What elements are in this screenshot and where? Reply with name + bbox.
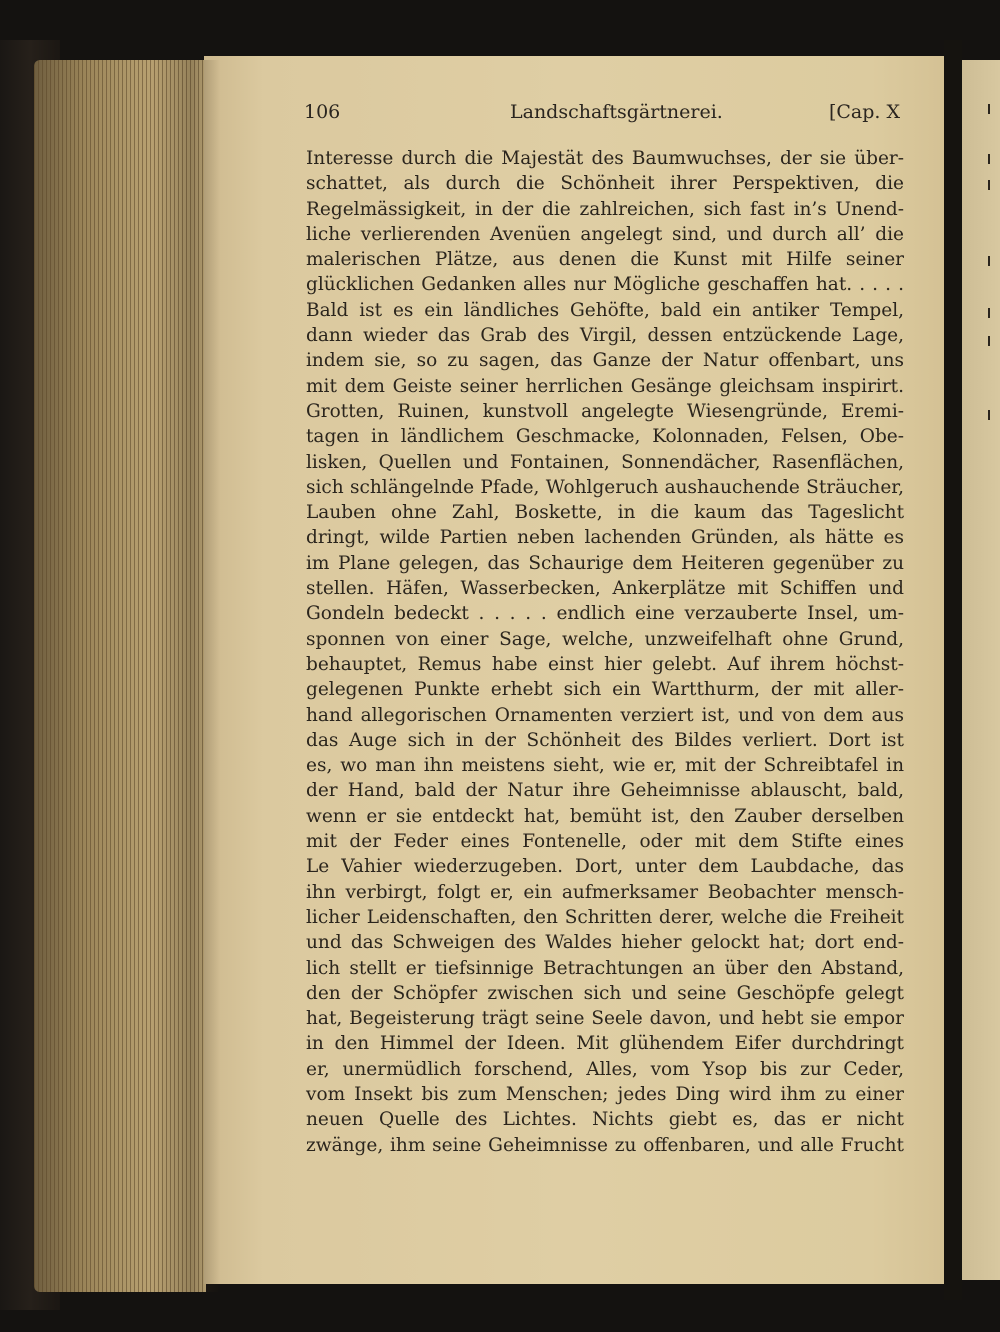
text-line: es, wo man ihn meistens sieht, wie er, mit der Schreibtafel in: [306, 755, 904, 777]
text-line: im Plane gelegen, das Schaurige dem Heiteren gegenüber zu: [306, 552, 904, 574]
text-line: Grotten, Ruinen, kunstvoll angelegte Wiesengründe, Eremi-: [306, 400, 904, 422]
text-line: vom Insekt bis zum Menschen; jedes Ding wird ihm zu einer: [306, 1083, 904, 1105]
text-line: stellen. Häfen, Wasserbecken, Ankerplätze mit Schiffen und: [306, 578, 904, 600]
text-line: behauptet, Remus habe einst hier gelebt. Auf ihrem höchst-: [306, 653, 904, 675]
text-line: schattet, als durch die Schönheit ihrer Perspektiven, die: [306, 173, 904, 195]
text-line: der Hand, bald der Natur ihre Geheimnisse ablauscht, bald,: [306, 780, 904, 802]
next-page-sliver: [962, 60, 1000, 1280]
running-title: Landschaftsgärtnerei.: [510, 101, 723, 123]
text-line: Regelmässigkeit, in der die zahlreichen, sich fast in’s Unend-: [306, 198, 904, 220]
binding-gap: [944, 40, 962, 1300]
text-line: mit der Feder eines Fontenelle, oder mit dem Stifte eines: [306, 831, 904, 853]
text-line: ihn verbirgt, folgt er, ein aufmerksamer Beobachter mensch-: [306, 881, 904, 903]
text-line: und das Schweigen des Waldes hieher gelockt hat; dort end-: [306, 932, 904, 954]
text-line: in den Himmel der Ideen. Mit glühendem Eifer durchdringt: [306, 1033, 904, 1055]
text-line: zwänge, ihm seine Geheimnisse zu offenbaren, und alle Frucht: [306, 1134, 904, 1156]
text-line: er, unermüdlich forschend, Alles, vom Ysop bis zur Ceder,: [306, 1058, 904, 1080]
chapter-label: [Cap. X: [828, 101, 900, 123]
text-line: sponnen von einer Sage, welche, unzweifelhaft ohne Grund,: [306, 628, 904, 650]
text-line: gelegenen Punkte erhebt sich ein Wartthurm, der mit aller-: [306, 679, 904, 701]
text-line: hat, Begeisterung trägt seine Seele davon, und hebt sie empor: [306, 1008, 904, 1030]
text-line: Interesse durch die Majestät des Baumwuchses, der sie über-: [306, 148, 904, 169]
text-line: licher Leidenschaften, den Schritten derer, welche die Freiheit: [306, 906, 904, 928]
text-line: lisken, Quellen und Fontainen, Sonnendächer, Rasenflächen,: [306, 451, 904, 473]
text-line: glücklichen Gedanken alles nur Mögliche geschaffen hat. . . . .: [306, 274, 904, 296]
body-text: [306, 146, 904, 1158]
text-line: mit dem Geiste seiner herrlichen Gesänge gleichsam inspirirt.: [306, 375, 904, 397]
text-line: Lauben ohne Zahl, Boskette, in die kaum das Tageslicht: [306, 502, 904, 524]
text-line: sich schlängelnde Pfade, Wohlgeruch aushauchende Sträucher,: [306, 476, 904, 498]
text-line: das Auge sich in der Schönheit des Bildes verliert. Dort ist: [306, 729, 904, 751]
text-line: den der Schöpfer zwischen sich und seine Geschöpfe gelegt: [306, 982, 904, 1004]
text-line: hand allegorischen Ornamenten verziert ist, und von dem aus: [306, 704, 904, 726]
text-line: malerischen Plätze, aus denen die Kunst mit Hilfe seiner: [306, 249, 904, 271]
text-line: dann wieder das Grab des Virgil, dessen entzückende Lage,: [306, 325, 904, 347]
text-line: wenn er sie entdeckt hat, bemüht ist, den Zauber derselben: [306, 805, 904, 827]
text-line: tagen in ländlichem Geschmacke, Kolonnaden, Felsen, Obe-: [306, 426, 904, 448]
running-header: [304, 101, 904, 129]
page-number: 106: [304, 101, 341, 123]
text-line: liche verlierenden Avenüen angelegt sind, und durch all’ die: [306, 223, 904, 245]
text-line: dringt, wilde Partien neben lachenden Gründen, als hätte es: [306, 527, 904, 549]
text-line: indem sie, so zu sagen, das Ganze der Natur offenbart, uns: [306, 350, 904, 372]
text-line: lich stellt er tiefsinnige Betrachtungen an über den Abstand,: [306, 957, 904, 979]
text-line: neuen Quelle des Lichtes. Nichts giebt es, das er nicht: [306, 1109, 904, 1131]
text-line: Bald ist es ein ländliches Gehöfte, bald ein antiker Tempel,: [306, 299, 904, 321]
gutter-shadow: [150, 60, 220, 1292]
text-line: Gondeln bedeckt . . . . . endlich eine verzauberte Insel, um-: [306, 603, 904, 625]
text-line: Le Vahier wiederzugeben. Dort, unter dem Laubdache, das: [306, 856, 904, 878]
